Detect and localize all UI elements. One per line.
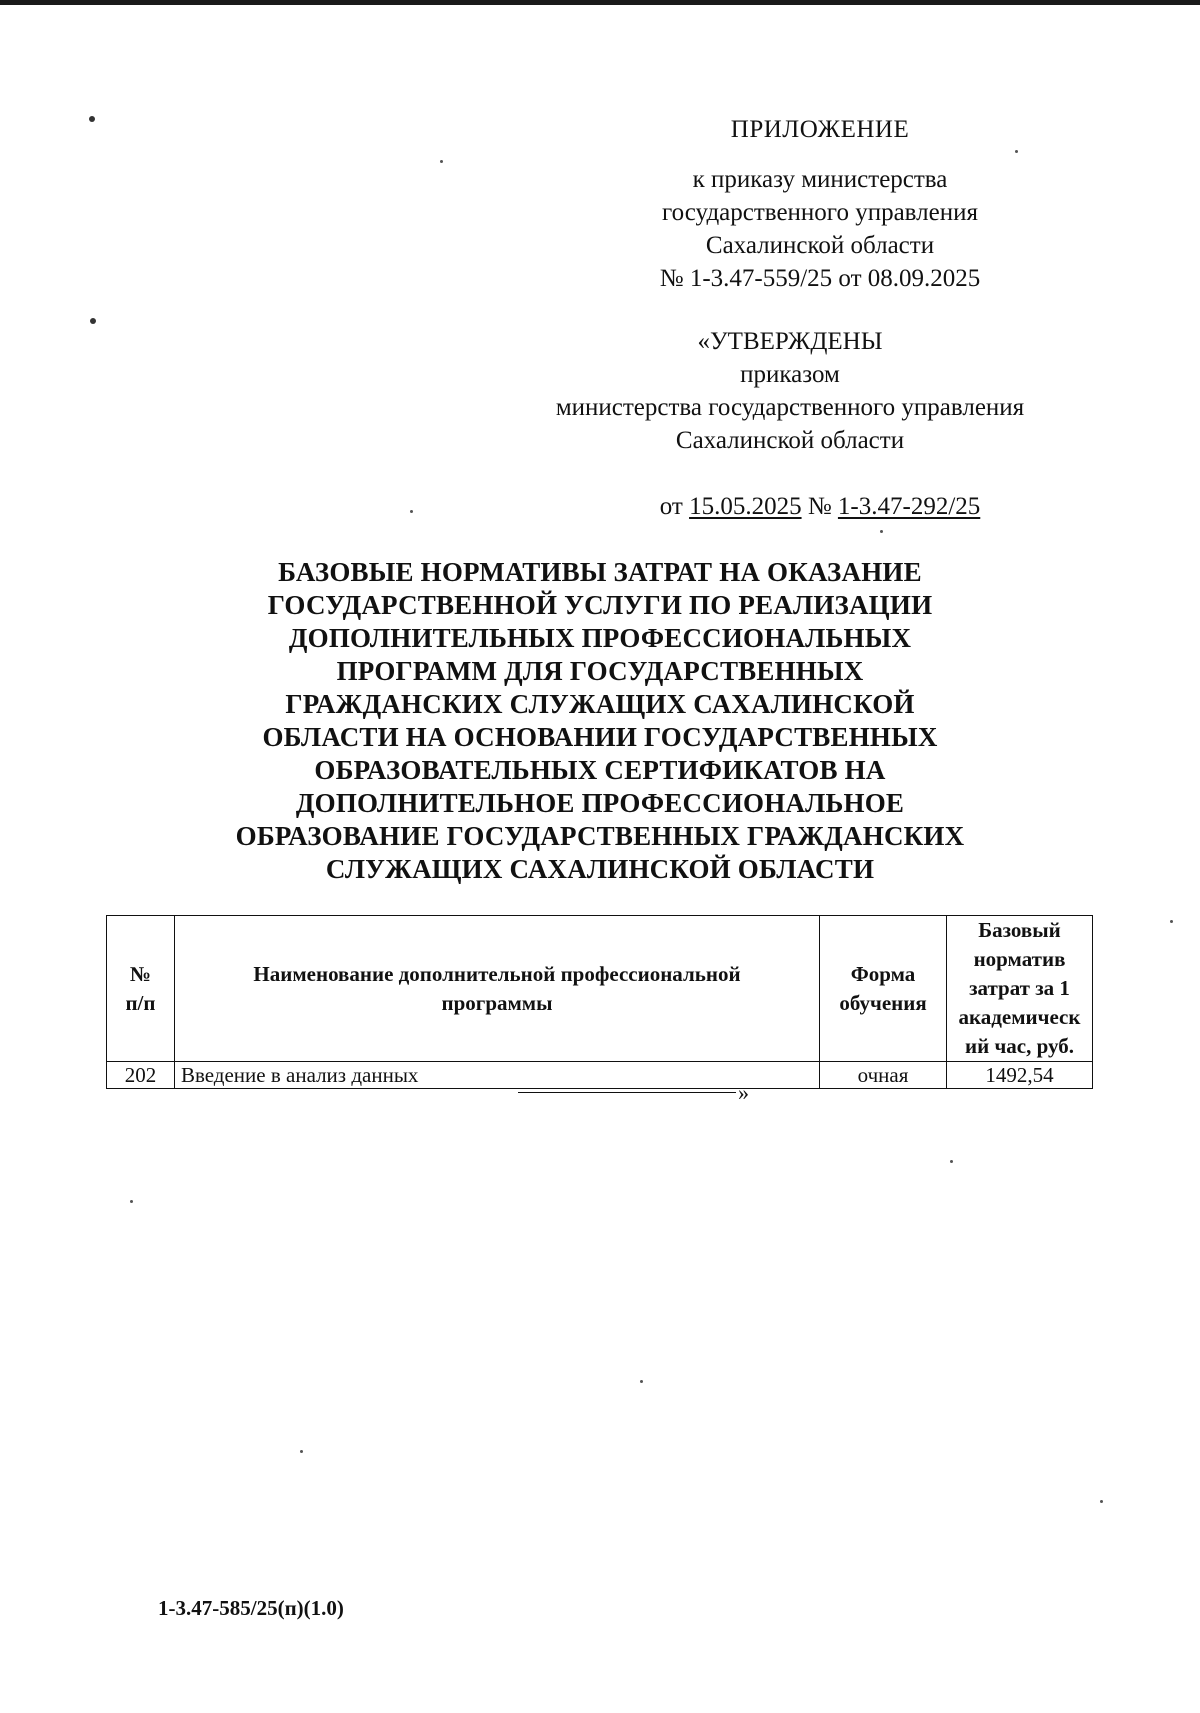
table-row: [107, 1062, 1093, 1089]
appendix-line: Сахалинской области: [705, 232, 935, 259]
approval-date-line: [560, 490, 1080, 523]
scan-speck: [89, 116, 95, 122]
title-line: ДОПОЛНИТЕЛЬНЫХ ПРОФЕССИОНАЛЬНЫХ: [288, 623, 912, 653]
closing-quote: »: [738, 1080, 749, 1105]
scan-speck: [1170, 920, 1173, 923]
approval-heading: «УТВЕРЖДЕНЫ: [697, 328, 883, 355]
scan-speck: [300, 1450, 303, 1453]
footer-document-code: 1-3.47-585/25(п)(1.0): [158, 1596, 344, 1620]
title-line: ОБРАЗОВАНИЕ ГОСУДАРСТВЕННЫХ ГРАЖДАНСКИХ: [235, 821, 965, 851]
table-header-row: [107, 916, 1093, 1062]
cell-base-rate: 1492,54: [947, 1062, 1093, 1089]
title-line: БАЗОВЫЕ НОРМАТИВЫ ЗАТРАТ НА ОКАЗАНИЕ: [278, 557, 922, 587]
scan-speck: [950, 1160, 953, 1163]
cell-study-form: очная: [820, 1062, 947, 1089]
approval-number-prefix: №: [801, 493, 838, 520]
title-line: ПРОГРАММ ДЛЯ ГОСУДАРСТВЕННЫХ: [336, 656, 864, 686]
title-line: ОБРАЗОВАТЕЛЬНЫХ СЕРТИФИКАТОВ НА: [314, 755, 886, 785]
title-line: СЛУЖАЩИХ САХАЛИНСКОЙ ОБЛАСТИ: [325, 854, 875, 884]
norms-table: [106, 915, 1093, 1089]
document-title: [150, 556, 1050, 886]
scan-speck: [130, 1200, 133, 1203]
approval-number: 1-3.47-292/25: [837, 493, 981, 520]
title-line: ОБЛАСТИ НА ОСНОВАНИИ ГОСУДАРСТВЕННЫХ: [262, 722, 938, 752]
title-line: ДОПОЛНИТЕЛЬНОЕ ПРОФЕССИОНАЛЬНОЕ: [295, 788, 905, 818]
approval-line: министерства государственного управления: [555, 394, 1025, 421]
appendix-title: ПРИЛОЖЕНИЕ: [730, 116, 910, 143]
title-line: ГОСУДАРСТВЕННОЙ УСЛУГИ ПО РЕАЛИЗАЦИИ: [267, 590, 933, 620]
header-num: № п/п: [107, 916, 175, 1062]
scan-speck: [410, 510, 413, 513]
header-study-form: Форма обучения: [820, 916, 947, 1062]
scan-speck: [90, 318, 96, 324]
closing-underline: [518, 1092, 736, 1093]
appendix-line: государственного управления: [662, 199, 978, 226]
scan-speck: [1015, 150, 1018, 153]
scan-speck: [880, 530, 883, 533]
scan-speck: [1100, 1500, 1103, 1503]
scan-speck: [440, 160, 443, 163]
approval-date: 15.05.2025: [689, 493, 802, 520]
approval-line: Сахалинской области: [675, 427, 905, 454]
appendix-line: к приказу министерства: [692, 166, 948, 193]
cell-num: 202: [107, 1062, 175, 1089]
appendix-order-number: № 1-3.47-559/25 от 08.09.2025: [659, 265, 981, 292]
header-base-rate: Базовый норматив затрат за 1 академическ ий час, руб.: [947, 916, 1093, 1062]
approval-date-prefix: от: [659, 493, 690, 520]
scan-top-edge: [0, 0, 1200, 5]
approval-line: приказом: [740, 361, 840, 388]
scan-speck: [640, 1380, 643, 1383]
appendix-reference: [560, 163, 1080, 295]
approval-block: [500, 325, 1080, 457]
header-program-name: Наименование дополнительной профессиональной программы: [174, 916, 819, 1062]
cell-program-name: Введение в анализ данных: [174, 1062, 819, 1089]
title-line: ГРАЖДАНСКИХ СЛУЖАЩИХ САХАЛИНСКОЙ: [285, 689, 915, 719]
